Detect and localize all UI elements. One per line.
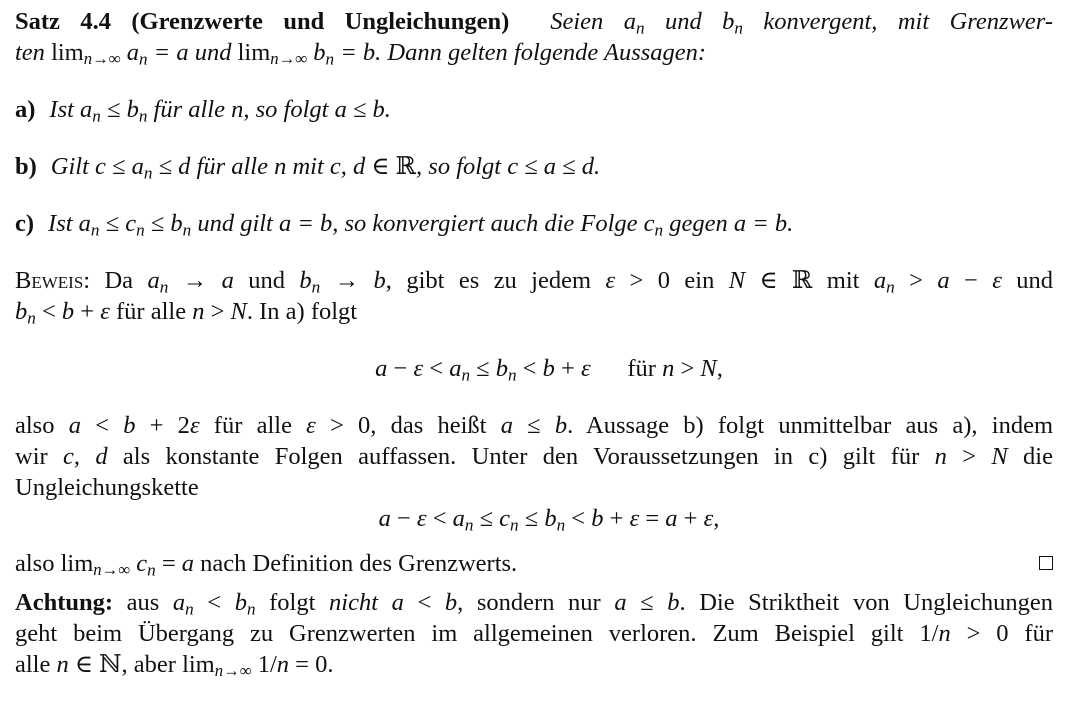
item-b-label: b) (15, 153, 37, 180)
theorem-item-b: b) Gilt $c \le a_n \le d$ für alle n mit c, d ∈ ℝ, so folgt c ≤ a ≤ d. (15, 153, 601, 183)
page (15, 6, 1053, 680)
item-a-label: a) (15, 96, 36, 123)
theorem-intro: Seien $a_n$ und $b_n$ konvergent, mit Grenzwer- (550, 8, 1053, 38)
theorem-line-2: ten $\lim_{n\to\infty} a_n = a$ und $\lim_{n\to\infty} b_n = b$. Dann gelten folgende Aussagen: (15, 39, 707, 69)
proof-line-4: wir c, d als konstante Folgen auffassen. Unter den Voraussetzungen in c) gilt für n > N die (15, 443, 1053, 470)
proof-line-1: Beweis: Da $a_n \to a$ und $b_n \to b$, gibt es zu jedem ε > 0 ein N ∈ ℝ mit $a_n > a - \varepsilon$ und (15, 267, 1053, 297)
theorem-item-c: c) Ist $a_n \le c_n \le b_n$ und gilt a = b, so konvergiert auch die Folge $c_n$ gegen a = b. (15, 210, 794, 240)
theorem-title: Satz 4.4 (Grenzwerte und Ungleichungen) (15, 8, 510, 35)
qed-box-icon (1039, 556, 1053, 570)
proof-line-5: Ungleichungskette (15, 474, 199, 501)
item-c-label: c) (15, 210, 35, 237)
note-line-2: geht beim Übergang zu Grenzwerten im allgemeinen verloren. Zum Beispiel gilt 1/n > 0 für (15, 620, 1054, 647)
theorem-item-a: a) Ist $a_n \le b_n$ für alle n, so folgt a ≤ b. (15, 96, 391, 126)
proof-equation-1: $a - \varepsilon < a_n \le b_n < b + \varepsilon$ für n > N, (375, 355, 723, 385)
proof-equation-2: $a - \varepsilon < a_n \le c_n \le b_n < b + \varepsilon = a + \varepsilon$, (378, 505, 720, 535)
theorem-line-1 (15, 6, 1053, 37)
proof-line-2: $b_n < b + \varepsilon$ für alle n > N. In a) folgt (15, 298, 358, 328)
proof-label: Beweis: (15, 267, 91, 294)
note-line-1: Achtung: aus $a_n < b_n$ folgt nicht a < b, sondern nur a ≤ b. Die Striktheit von Ungleichungen (15, 589, 1053, 619)
note-line-3: alle n ∈ ℕ, aber $\lim_{n\to\infty} 1/n = 0$. (15, 651, 334, 681)
proof-line-3: also a < b + 2ε für alle ε > 0, das heißt a ≤ b. Aussage b) folgt unmittelbar aus a), indem (15, 412, 1054, 439)
proof-line-6: also $\lim_{n\to\infty} c_n = a$ nach Definition des Grenzwerts. (15, 548, 1053, 579)
note-label: Achtung: (15, 589, 114, 616)
